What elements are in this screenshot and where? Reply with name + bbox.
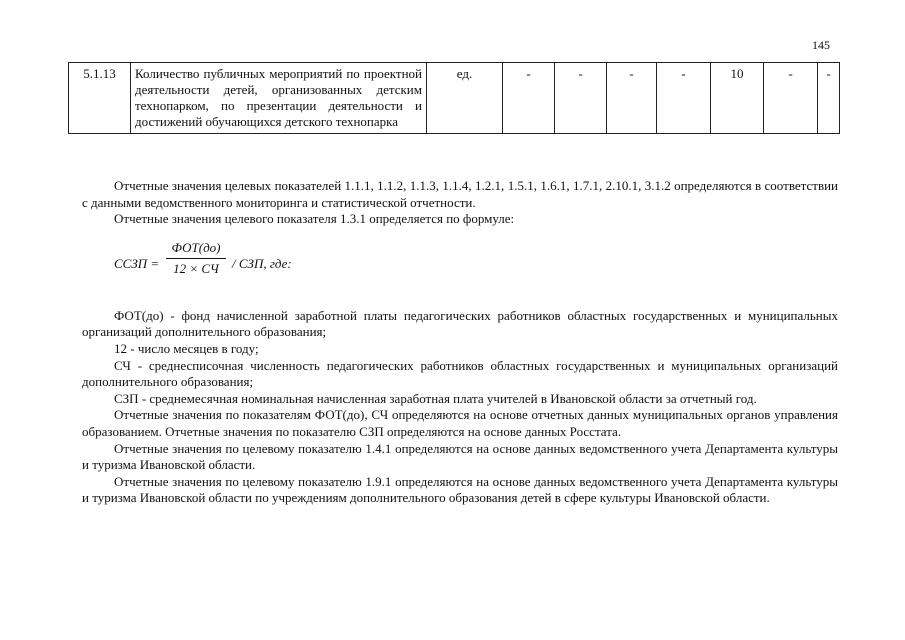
paragraph: Отчетные значения по целевому показателю 1.9.1 определяются на основе данных ведомственного учета Департамента культуры и туризма Ивановской области по учреждениям дополнительного образования детей в сфере культуры Ивановской области. <box>82 473 838 506</box>
formula-denominator: 12 × СЧ <box>173 261 219 277</box>
formula-fraction <box>166 240 226 278</box>
row-code: 5.1.13 <box>69 63 131 134</box>
row-unit: ед. <box>427 63 503 134</box>
indicator-table <box>68 62 840 134</box>
paragraph: Отчетные значения по целевому показателю 1.4.1 определяются на основе данных ведомственного учета Департамента культуры и туризма Ивановской области. <box>82 440 838 473</box>
row-description: Количество публичных мероприятий по проектной деятельности детей, организованных детским технопарком, по презентации деятельности и достижений обучающихся детского технопарка <box>131 63 427 134</box>
page-number: 145 <box>812 38 830 52</box>
paragraph: СЧ - среднесписочная численность педагогических работников областных государственных и муниципальных организаций дополнительного образования; <box>82 357 838 390</box>
paragraph: СЗП - среднемесячная номинальная начисленная заработная плата учителей в Ивановской области за отчетный год. <box>114 390 757 406</box>
row-value: - <box>607 63 657 134</box>
paragraph: Отчетные значения целевых показателей 1.1.1, 1.1.2, 1.1.3, 1.1.4, 1.2.1, 1.5.1, 1.6.1, 1.7.1, 2.10.1, 3.1.2 определяются в соответствии с данными ведомственного мониторинга и статистической отчетности. <box>82 178 838 210</box>
body-text <box>82 178 838 507</box>
paragraph: Отчетные значения целевого показателя 1.3.1 определяется по формуле: <box>114 211 515 227</box>
formula <box>82 236 838 296</box>
row-value: - <box>555 63 607 134</box>
row-value: 10 <box>711 63 764 134</box>
paragraph: Отчетные значения по показателям ФОТ(до), СЧ определяются на основе отчетных данных муниципальных органов управления образованием. Отчетные значения по показателю СЗП определяются на основе данных Росстата. <box>82 407 838 439</box>
formula-lhs: ССЗП = <box>114 255 160 271</box>
row-value: - <box>818 63 840 134</box>
row-value: - <box>657 63 711 134</box>
row-value: - <box>503 63 555 134</box>
table-row <box>69 63 840 134</box>
row-value: - <box>764 63 818 134</box>
paragraph: ФОТ(до) - фонд начисленной заработной платы педагогических работников областных государственных и муниципальных организаций дополнительного образования; <box>82 307 838 340</box>
formula-rhs: / СЗП, где: <box>232 255 292 271</box>
paragraph: 12 - число месяцев в году; <box>114 340 259 356</box>
formula-numerator: ФОТ(до) <box>166 240 226 260</box>
